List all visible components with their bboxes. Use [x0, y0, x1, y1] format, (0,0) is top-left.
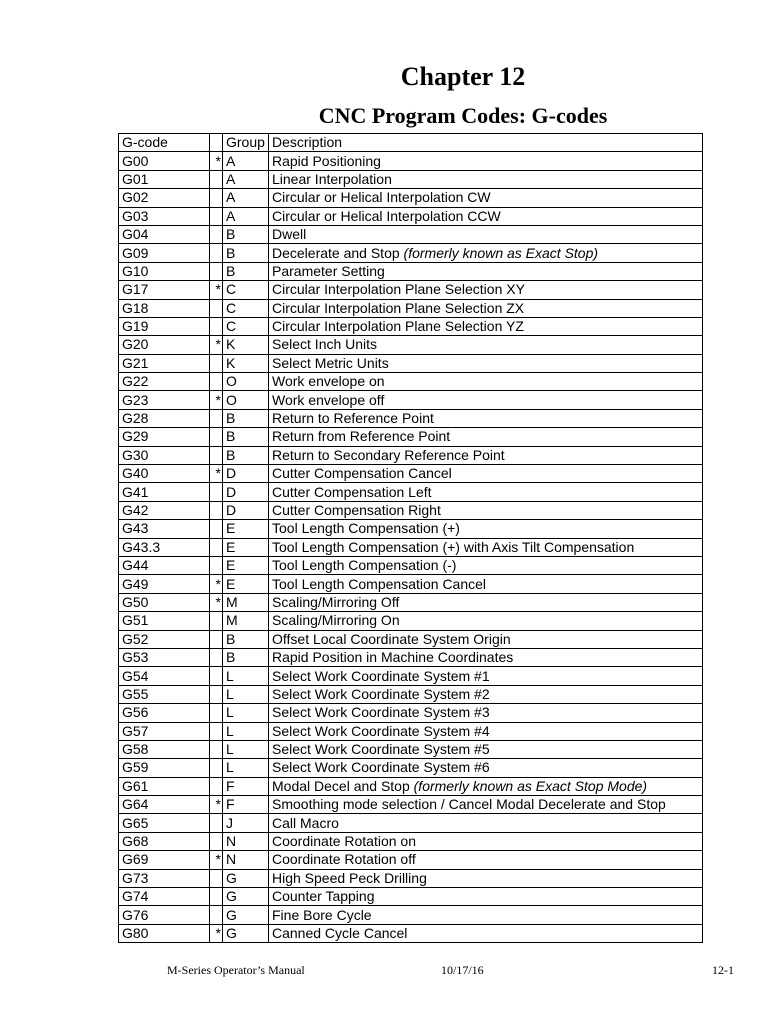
table-row [119, 428, 703, 446]
description-cell [269, 796, 703, 814]
footer-manual: M-Series Operator’s Manual [167, 963, 305, 977]
gcode-cell: G18 [119, 299, 210, 317]
gcode-cell: G57 [119, 722, 210, 740]
table-row [119, 483, 703, 501]
description-cell [269, 538, 703, 556]
description-cell [269, 354, 703, 372]
gcode-cell: G44 [119, 556, 210, 574]
table-row [119, 520, 703, 538]
description-cell [269, 593, 703, 611]
description-cell [269, 483, 703, 501]
table-row [119, 685, 703, 703]
gcode-cell: G30 [119, 446, 210, 464]
gcode-cell: G69 [119, 851, 210, 869]
description-cell [269, 648, 703, 666]
modal-default-marker [210, 170, 223, 188]
gcode-cell: G03 [119, 207, 210, 225]
table-row [119, 556, 703, 574]
gcode-cell: G74 [119, 888, 210, 906]
group-cell: E [223, 538, 269, 556]
header-gcode: G-code [119, 134, 210, 152]
group-cell: A [223, 189, 269, 207]
description-cell [269, 189, 703, 207]
chapter-heading: Chapter 12 [400, 62, 526, 91]
modal-default-marker [210, 207, 223, 225]
group-cell: A [223, 207, 269, 225]
description-cell [269, 667, 703, 685]
gcode-cell: G40 [119, 465, 210, 483]
table-row [119, 225, 703, 243]
modal-default-marker: * [210, 336, 223, 354]
description-cell [269, 906, 703, 924]
description-note: (formerly known as Exact Stop) [403, 244, 599, 261]
group-cell: L [223, 685, 269, 703]
modal-default-marker: * [210, 575, 223, 593]
description-text: Select Work Coordinate System #1 [272, 667, 490, 684]
description-text: Select Work Coordinate System #3 [272, 704, 490, 721]
gcode-cell: G41 [119, 483, 210, 501]
gcode-cell: G28 [119, 409, 210, 427]
table-row [119, 207, 703, 225]
description-cell [269, 152, 703, 170]
table-row [119, 796, 703, 814]
modal-default-marker [210, 409, 223, 427]
modal-default-marker: * [210, 796, 223, 814]
gcode-cell: G10 [119, 262, 210, 280]
description-text: Return to Secondary Reference Point [272, 446, 505, 463]
description-cell [269, 465, 703, 483]
description-cell [269, 556, 703, 574]
description-cell [269, 262, 703, 280]
gcode-cell: G59 [119, 759, 210, 777]
group-cell: J [223, 814, 269, 832]
group-cell: G [223, 924, 269, 942]
gcode-cell: G49 [119, 575, 210, 593]
description-text: Select Work Coordinate System #5 [272, 741, 490, 758]
description-text: Select Inch Units [272, 336, 378, 353]
description-text: Cutter Compensation Cancel [272, 465, 452, 482]
group-cell: B [223, 262, 269, 280]
gcode-cell: G52 [119, 630, 210, 648]
gcode-cell: G65 [119, 814, 210, 832]
table-row [119, 373, 703, 391]
description-cell [269, 501, 703, 519]
gcode-cell: G61 [119, 777, 210, 795]
table-row [119, 630, 703, 648]
description-text: Parameter Setting [272, 262, 385, 279]
table-row [119, 648, 703, 666]
gcode-cell: G00 [119, 152, 210, 170]
gcode-cell: G64 [119, 796, 210, 814]
description-text: Work envelope on [272, 373, 385, 390]
description-text: Coordinate Rotation on [272, 833, 416, 850]
gcode-cell: G73 [119, 869, 210, 887]
table-row [119, 299, 703, 317]
description-cell [269, 281, 703, 299]
modal-default-marker [210, 722, 223, 740]
gcode-cell: G68 [119, 832, 210, 850]
group-cell: B [223, 428, 269, 446]
table-row [119, 317, 703, 335]
modal-default-marker [210, 354, 223, 372]
description-text: Linear Interpolation [272, 170, 392, 187]
group-cell: L [223, 740, 269, 758]
table-row [119, 538, 703, 556]
description-text: Counter Tapping [272, 888, 375, 905]
description-cell [269, 722, 703, 740]
gcode-cell: G56 [119, 704, 210, 722]
description-text: Coordinate Rotation off [272, 851, 416, 868]
modal-default-marker: * [210, 851, 223, 869]
table-row [119, 777, 703, 795]
modal-default-marker [210, 667, 223, 685]
gcode-cell: G21 [119, 354, 210, 372]
table-row [119, 501, 703, 519]
description-text: Select Work Coordinate System #2 [272, 685, 490, 702]
description-cell [269, 759, 703, 777]
description-cell [269, 428, 703, 446]
description-text: Cutter Compensation Left [272, 483, 432, 500]
gcode-cell: G17 [119, 281, 210, 299]
table-row [119, 924, 703, 942]
modal-default-marker [210, 814, 223, 832]
gcode-cell: G55 [119, 685, 210, 703]
gcode-cell: G58 [119, 740, 210, 758]
description-cell [269, 777, 703, 795]
description-text: Fine Bore Cycle [272, 906, 372, 923]
gcode-cell: G50 [119, 593, 210, 611]
gcode-cell: G76 [119, 906, 210, 924]
table-row [119, 667, 703, 685]
group-cell: O [223, 373, 269, 391]
description-cell [269, 317, 703, 335]
group-cell: K [223, 354, 269, 372]
description-text: Circular or Helical Interpolation CW [272, 189, 491, 206]
gcode-cell: G80 [119, 924, 210, 942]
modal-default-marker [210, 520, 223, 538]
description-cell [269, 170, 703, 188]
group-cell: L [223, 704, 269, 722]
description-text: Scaling/Mirroring Off [272, 593, 400, 610]
description-text: Circular or Helical Interpolation CCW [272, 207, 501, 224]
description-text: Offset Local Coordinate System Origin [272, 630, 511, 647]
table-row [119, 354, 703, 372]
group-cell: L [223, 759, 269, 777]
description-cell [269, 336, 703, 354]
description-text: Circular Interpolation Plane Selection ZX [272, 299, 525, 316]
description-cell [269, 446, 703, 464]
modal-default-marker: * [210, 924, 223, 942]
description-text: Call Macro [272, 814, 339, 831]
description-cell [269, 869, 703, 887]
modal-default-marker [210, 832, 223, 850]
modal-default-marker [210, 888, 223, 906]
description-cell [269, 225, 703, 243]
group-cell: B [223, 446, 269, 464]
description-text: Decelerate and Stop [272, 244, 404, 261]
table-row [119, 612, 703, 630]
description-note: (formerly known as Exact Stop Mode) [413, 777, 648, 794]
group-cell: L [223, 722, 269, 740]
gcode-cell: G02 [119, 189, 210, 207]
table-row [119, 759, 703, 777]
description-cell [269, 575, 703, 593]
modal-default-marker [210, 538, 223, 556]
group-cell: B [223, 244, 269, 262]
group-cell: E [223, 556, 269, 574]
modal-default-marker: * [210, 465, 223, 483]
group-cell: N [223, 851, 269, 869]
description-cell [269, 851, 703, 869]
modal-default-marker [210, 428, 223, 446]
group-cell: N [223, 832, 269, 850]
group-cell: C [223, 299, 269, 317]
table-row [119, 152, 703, 170]
description-cell [269, 630, 703, 648]
modal-default-marker [210, 630, 223, 648]
description-text: Circular Interpolation Plane Selection XY [272, 281, 525, 298]
description-cell [269, 740, 703, 758]
footer-date: 10/17/16 [441, 963, 484, 977]
table-row [119, 722, 703, 740]
modal-default-marker [210, 225, 223, 243]
description-text: Select Work Coordinate System #4 [272, 722, 490, 739]
group-cell: G [223, 888, 269, 906]
gcode-cell: G42 [119, 501, 210, 519]
modal-default-marker [210, 740, 223, 758]
page-title: CNC Program Codes: G-codes [318, 103, 608, 128]
description-cell [269, 685, 703, 703]
group-cell: D [223, 465, 269, 483]
description-cell [269, 612, 703, 630]
group-cell: B [223, 225, 269, 243]
gcode-cell: G04 [119, 225, 210, 243]
table-row [119, 465, 703, 483]
description-cell [269, 520, 703, 538]
modal-default-marker [210, 612, 223, 630]
description-text: Tool Length Compensation (+) [272, 520, 460, 537]
description-text: Return to Reference Point [272, 410, 434, 427]
group-cell: M [223, 612, 269, 630]
table-row [119, 336, 703, 354]
description-text: Rapid Position in Machine Coordinates [272, 649, 514, 666]
modal-default-marker: * [210, 281, 223, 299]
gcode-cell: G23 [119, 391, 210, 409]
gcode-cell: G43 [119, 520, 210, 538]
description-cell [269, 832, 703, 850]
group-cell: G [223, 906, 269, 924]
description-text: Tool Length Compensation (+) with Axis Tilt Compensation [272, 538, 635, 555]
description-text: Tool Length Compensation Cancel [272, 575, 487, 592]
description-text: Canned Cycle Cancel [272, 924, 408, 941]
table-row [119, 391, 703, 409]
table-row [119, 740, 703, 758]
modal-default-marker: * [210, 593, 223, 611]
group-cell: F [223, 777, 269, 795]
gcode-cell: G54 [119, 667, 210, 685]
group-cell: E [223, 520, 269, 538]
modal-default-marker [210, 685, 223, 703]
gcode-cell: G22 [119, 373, 210, 391]
group-cell: C [223, 281, 269, 299]
modal-default-marker: * [210, 391, 223, 409]
description-cell [269, 814, 703, 832]
gcode-cell: G09 [119, 244, 210, 262]
modal-default-marker [210, 317, 223, 335]
group-cell: O [223, 391, 269, 409]
description-text: Tool Length Compensation (-) [272, 557, 457, 574]
group-cell: L [223, 667, 269, 685]
table-row [119, 170, 703, 188]
modal-default-marker [210, 869, 223, 887]
gcode-cell: G19 [119, 317, 210, 335]
table-row [119, 281, 703, 299]
gcode-table [118, 133, 703, 943]
table-row [119, 906, 703, 924]
description-cell [269, 299, 703, 317]
group-cell: K [223, 336, 269, 354]
modal-default-marker [210, 501, 223, 519]
table-row [119, 244, 703, 262]
table-row [119, 704, 703, 722]
description-cell [269, 373, 703, 391]
group-cell: M [223, 593, 269, 611]
description-cell [269, 409, 703, 427]
description-text: Cutter Compensation Right [272, 502, 441, 518]
gcode-cell: G53 [119, 648, 210, 666]
table-row [119, 262, 703, 280]
group-cell: E [223, 575, 269, 593]
description-text: Select Work Coordinate System #6 [272, 759, 490, 776]
description-cell [269, 924, 703, 942]
modal-default-marker [210, 299, 223, 317]
table-row [119, 446, 703, 464]
header-group: Group [223, 134, 269, 152]
description-text: Select Metric Units [272, 354, 389, 371]
group-cell: A [223, 152, 269, 170]
table-row [119, 814, 703, 832]
modal-default-marker [210, 759, 223, 777]
modal-default-marker [210, 777, 223, 795]
table-header-row [119, 134, 703, 152]
modal-default-marker [210, 446, 223, 464]
group-cell: F [223, 796, 269, 814]
modal-default-marker [210, 556, 223, 574]
description-cell [269, 391, 703, 409]
description-text: Work envelope off [272, 391, 385, 408]
group-cell: G [223, 869, 269, 887]
gcode-cell: G51 [119, 612, 210, 630]
group-cell: D [223, 483, 269, 501]
description-text: Dwell [272, 226, 307, 243]
group-cell: B [223, 409, 269, 427]
group-cell: B [223, 648, 269, 666]
group-cell: D [223, 501, 269, 519]
gcode-cell: G43.3 [119, 538, 210, 556]
table-row [119, 869, 703, 887]
table-row [119, 409, 703, 427]
group-cell: A [223, 170, 269, 188]
gcode-cell: G20 [119, 336, 210, 354]
description-cell [269, 704, 703, 722]
description-text: Smoothing mode selection / Cancel Modal Decelerate and Stop [272, 796, 666, 813]
description-text: Modal Decel and Stop [272, 777, 414, 794]
description-text: Scaling/Mirroring On [272, 612, 400, 629]
gcode-cell: G29 [119, 428, 210, 446]
description-text: Rapid Positioning [272, 152, 381, 169]
modal-default-marker [210, 373, 223, 391]
description-text: Circular Interpolation Plane Selection YZ [272, 318, 524, 335]
header-star [210, 134, 223, 152]
group-cell: C [223, 317, 269, 335]
group-cell: B [223, 630, 269, 648]
table-row [119, 888, 703, 906]
modal-default-marker [210, 483, 223, 501]
table-row [119, 851, 703, 869]
footer-page-number: 12-1 [712, 963, 734, 977]
table-row [119, 593, 703, 611]
table-row [119, 189, 703, 207]
modal-default-marker [210, 262, 223, 280]
description-cell [269, 207, 703, 225]
modal-default-marker [210, 189, 223, 207]
modal-default-marker [210, 906, 223, 924]
description-cell [269, 244, 703, 262]
description-text: Return from Reference Point [272, 428, 451, 445]
modal-default-marker [210, 244, 223, 262]
table-row [119, 575, 703, 593]
description-text: High Speed Peck Drilling [272, 869, 427, 886]
modal-default-marker [210, 704, 223, 722]
modal-default-marker: * [210, 152, 223, 170]
header-description: Description [269, 134, 703, 152]
table-row [119, 832, 703, 850]
description-cell [269, 888, 703, 906]
modal-default-marker [210, 648, 223, 666]
gcode-cell: G01 [119, 170, 210, 188]
